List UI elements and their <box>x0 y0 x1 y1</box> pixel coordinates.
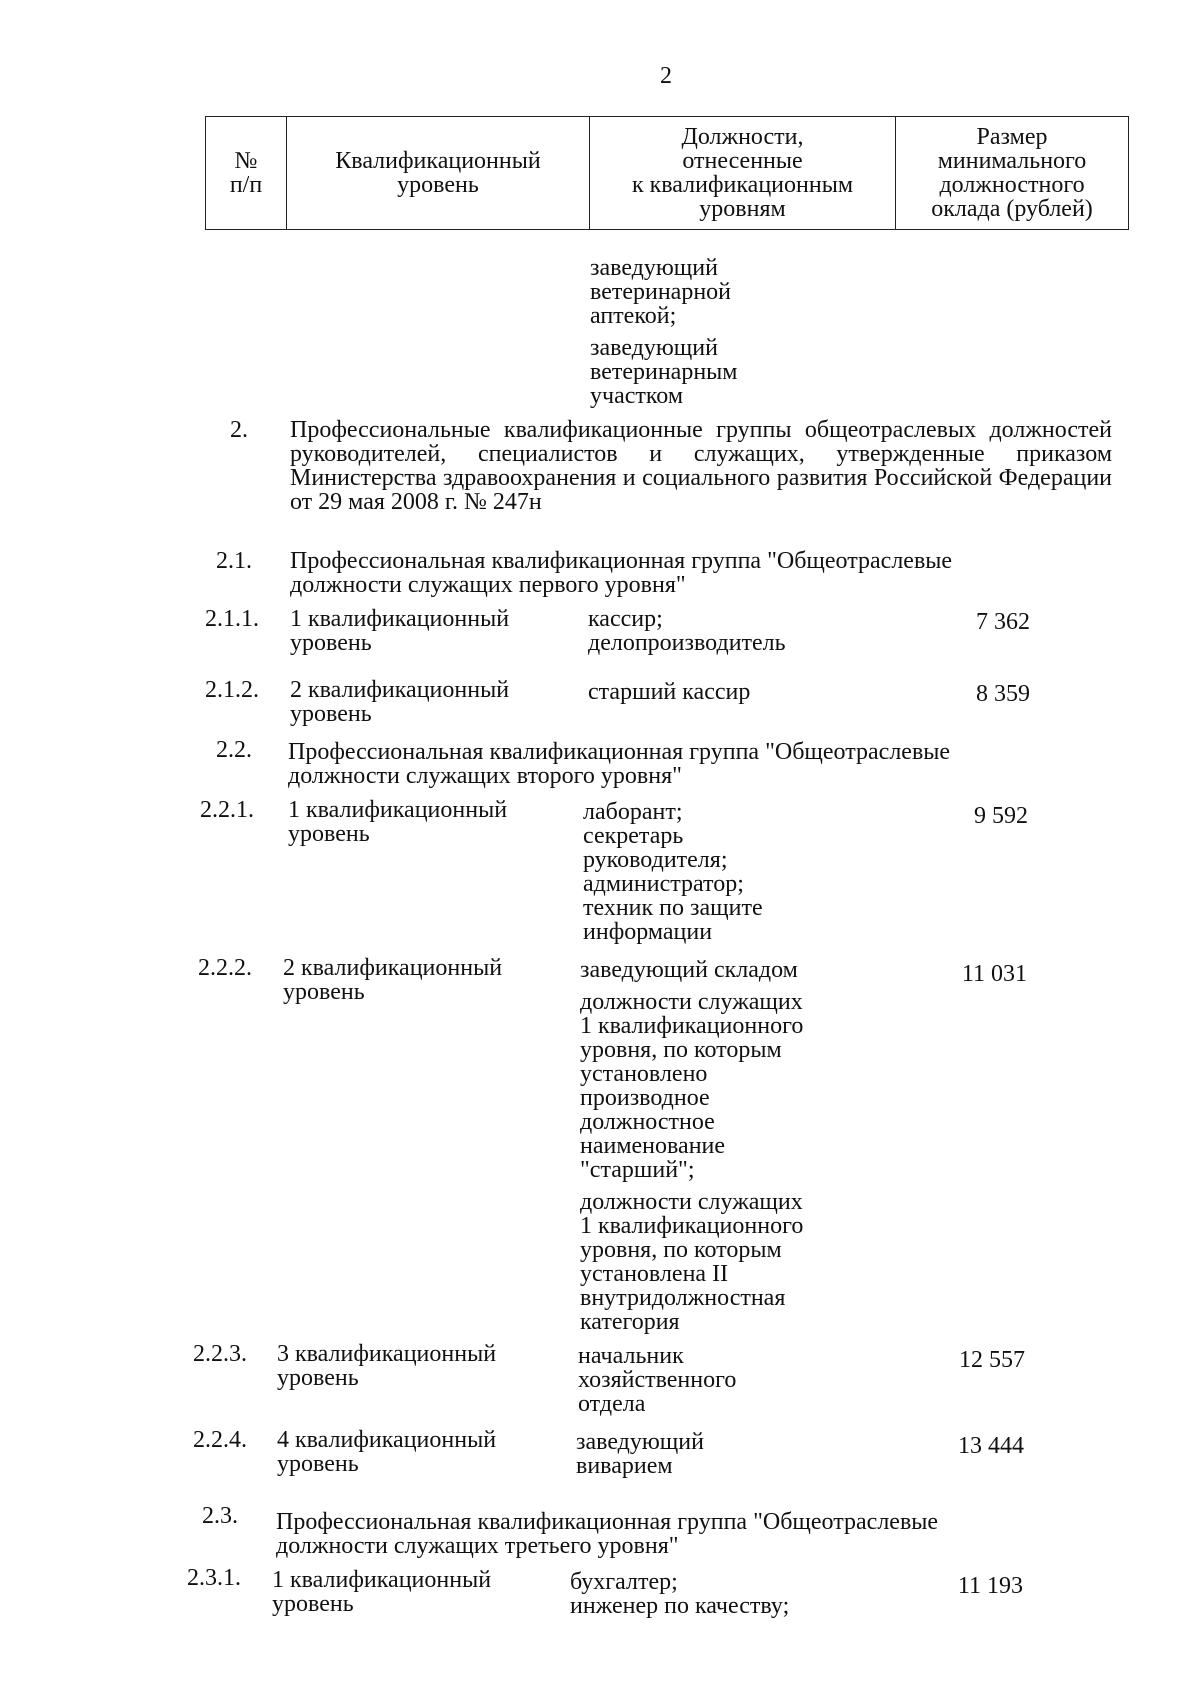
row-2-1-1-positions: кассир; делопроизводитель <box>588 606 786 656</box>
group-2-2-text: Профессиональная квалификационная группа "Общеотраслевые должности служащих второго уровня" <box>288 739 951 789</box>
row-2-2-2-position-3: должности служащих 1 квалификационного уровня, по которым установлена II внутридолжностная категория <box>580 1189 804 1335</box>
header-col-number-label: № п/п <box>229 148 263 198</box>
table-header <box>205 116 1129 230</box>
row-2-1-2-positions: старший кассир <box>588 679 751 705</box>
row-2-2-2-position-2: должности служащих 1 квалификационного уровня, по которым установлено производное должностное наименование "старший"; <box>580 989 804 1183</box>
row-2-2-1-positions: лаборант; секретарь руководителя; администратор; техник по защите информации <box>583 799 763 945</box>
row-2-3-1-positions: бухгалтер; инженер по качеству; <box>570 1569 790 1619</box>
row-2-1-2-level: 2 квалификационный уровень <box>290 677 510 727</box>
header-col-salary-label: Размер минимального должностного оклада (рублей) <box>931 124 1093 222</box>
header-col-positions <box>590 117 896 230</box>
row-2-2-3-positions: начальник хозяйственного отдела <box>578 1343 737 1417</box>
row-2-2-4-level: 4 квалификационный уровень <box>277 1427 497 1477</box>
row-2-1-2-salary: 8 359 <box>976 681 1030 707</box>
header-col-number <box>206 117 287 230</box>
row-2-1-2-number: 2.1.2. <box>205 677 259 703</box>
row-2-1-1-level: 1 квалификационный уровень <box>290 606 510 656</box>
row-2-2-3-number: 2.2.3. <box>193 1341 247 1367</box>
page-number: 2 <box>660 63 672 89</box>
group-2-2-number: 2.2. <box>216 737 252 763</box>
row-2-2-1-number: 2.2.1. <box>200 797 254 823</box>
group-2-1-number: 2.1. <box>216 548 252 574</box>
row-2-2-1-level: 1 квалификационный уровень <box>288 797 508 847</box>
continuation-item-2: заведующий ветеринарным участком <box>590 335 738 409</box>
row-2-3-1-level: 1 квалификационный уровень <box>272 1567 492 1617</box>
header-col-level-label: Квалификационный уровень <box>335 148 541 198</box>
row-2-3-1-salary: 11 193 <box>957 1573 1023 1599</box>
group-2-3-text: Профессиональная квалификационная группа "Общеотраслевые должности служащих третьего уровня" <box>276 1509 939 1559</box>
section-2-number: 2. <box>230 417 248 443</box>
row-2-2-2-positions <box>580 958 890 1334</box>
header-col-level <box>287 117 590 230</box>
row-2-2-2-level: 2 квалификационный уровень <box>283 955 503 1005</box>
row-2-3-1-number: 2.3.1. <box>187 1565 241 1591</box>
row-2-1-1-number: 2.1.1. <box>205 606 259 632</box>
header-col-salary <box>896 117 1129 230</box>
row-2-2-1-salary: 9 592 <box>974 803 1028 829</box>
continuation-item-1: заведующий ветеринарной аптекой; <box>590 255 732 329</box>
row-2-2-3-salary: 12 557 <box>959 1347 1025 1373</box>
table-header-row <box>206 117 1129 230</box>
section-2-text: Профессиональные квалификационные группы общеотраслевых должностей руководителей, специалистов и служащих, утвержденные приказом Министерства здравоохранения и социального развития Российской Федерации от 29 мая 2008 г. № 247н <box>290 417 1112 515</box>
group-2-1-text: Профессиональная квалификационная группа "Общеотраслевые должности служащих первого уровня" <box>290 548 953 598</box>
group-2-3-number: 2.3. <box>202 1503 238 1529</box>
row-2-2-4-salary: 13 444 <box>958 1433 1024 1459</box>
row-2-2-2-number: 2.2.2. <box>198 955 252 981</box>
row-2-2-4-number: 2.2.4. <box>193 1427 247 1453</box>
row-2-2-3-level: 3 квалификационный уровень <box>277 1341 497 1391</box>
header-col-positions-label: Должности, отнесенные к квалификационным уровням <box>631 124 854 222</box>
continuation-positions <box>590 256 890 408</box>
row-2-2-2-position-1: заведующий складом <box>580 957 798 983</box>
row-2-2-2-salary: 11 031 <box>961 961 1027 987</box>
row-2-2-4-positions: заведующий виварием <box>576 1429 704 1479</box>
row-2-1-1-salary: 7 362 <box>976 609 1030 635</box>
